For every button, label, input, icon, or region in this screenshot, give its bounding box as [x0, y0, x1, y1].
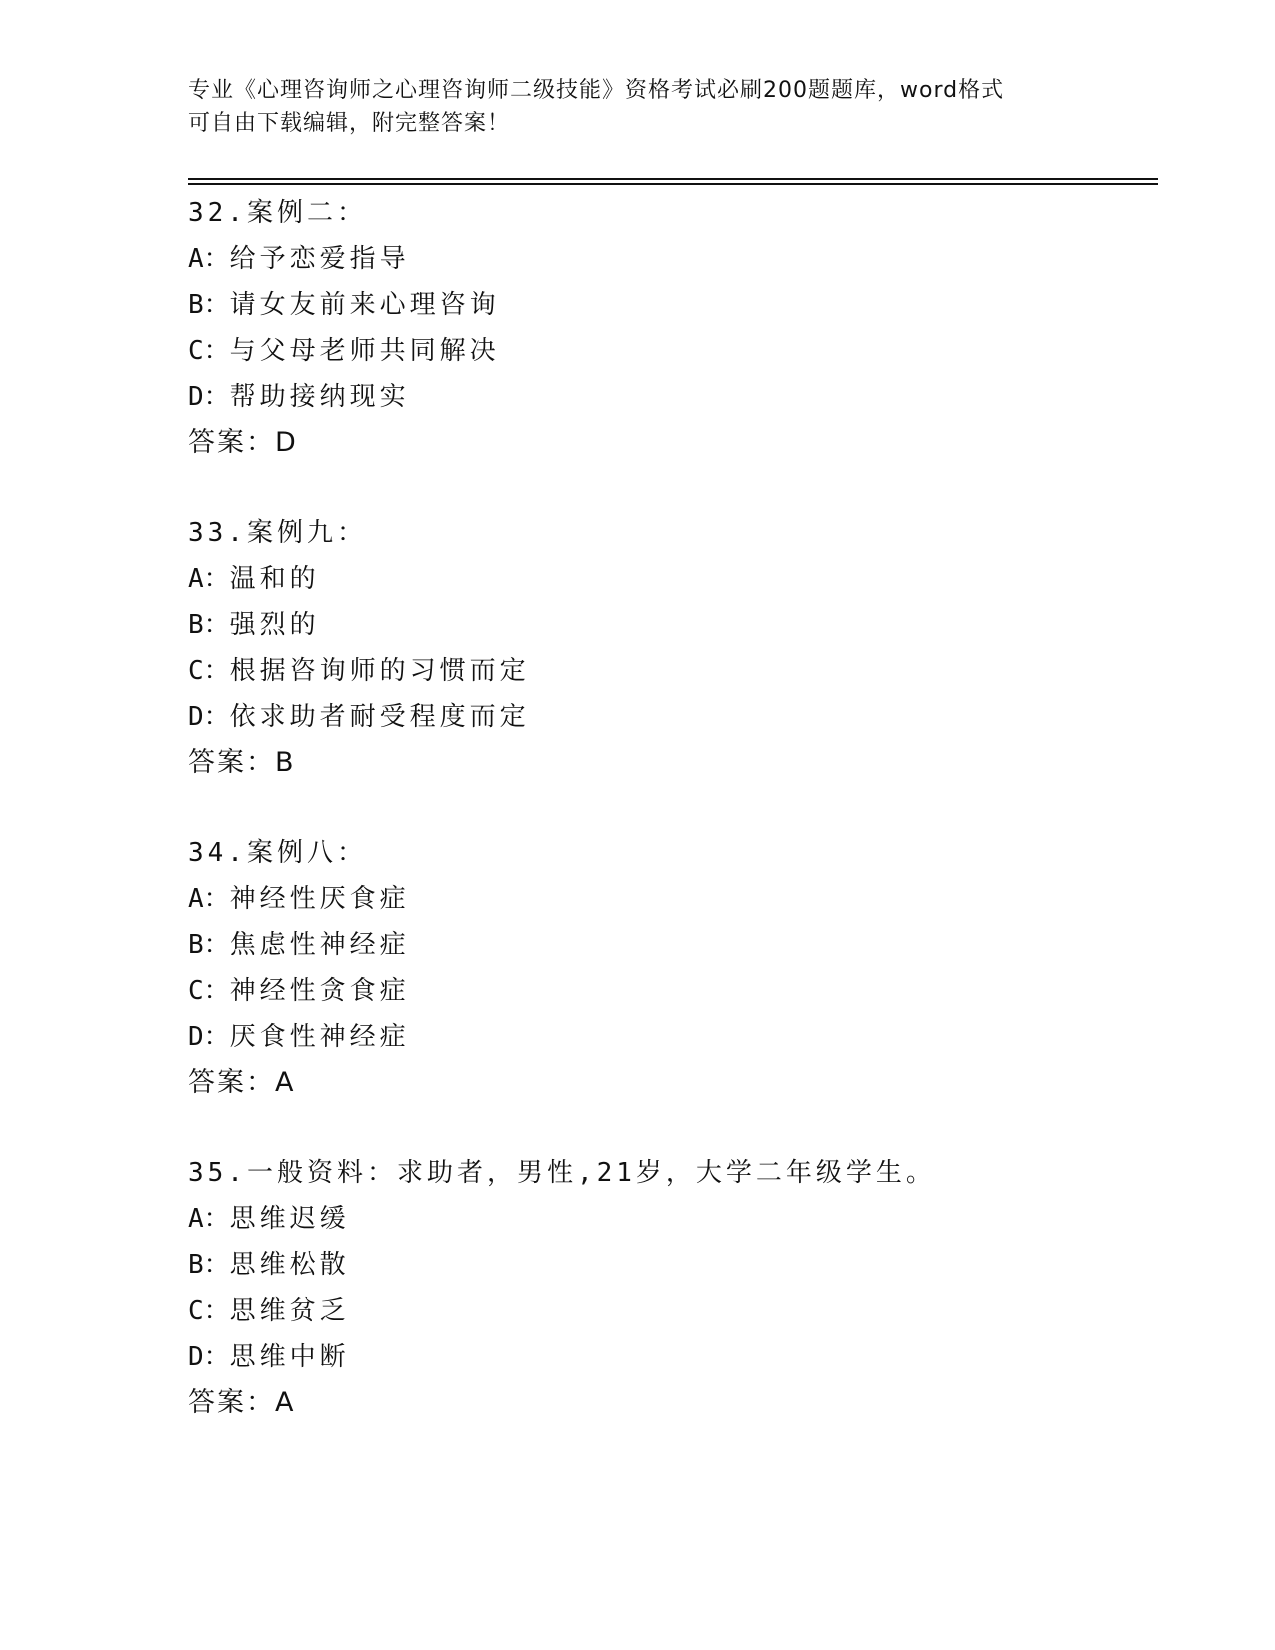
option-letter: B： [188, 290, 230, 320]
document-header [188, 74, 1088, 140]
question-34 [188, 830, 1148, 1150]
question-33 [188, 510, 1148, 830]
option-a [188, 236, 1148, 282]
question-stem: 35.一般资料：求助者，男性,21岁，大学二年级学生。 [188, 1158, 936, 1188]
header-line-1: 专业《心理咨询师之心理咨询师二级技能》资格考试必刷200题题库，word格式 [188, 78, 1005, 103]
header-line-2: 可自由下载编辑，附完整答案！ [188, 111, 511, 136]
option-d [188, 1334, 1148, 1380]
question-list [188, 190, 1148, 1470]
question-stem: 33.案例九： [188, 518, 367, 548]
answer-line: 答案：D [188, 427, 298, 458]
option-d [188, 1014, 1148, 1060]
option-text: 给予恋爱指导 [229, 244, 410, 274]
header-divider-top [188, 178, 1158, 180]
option-text: 强烈的 [229, 610, 320, 640]
option-letter: D： [188, 1022, 230, 1052]
option-letter: A： [188, 564, 230, 594]
option-b [188, 1242, 1148, 1288]
option-c [188, 1288, 1148, 1334]
option-text: 神经性贪食症 [229, 976, 410, 1006]
option-letter: B： [188, 610, 230, 640]
option-b [188, 922, 1148, 968]
option-a [188, 876, 1148, 922]
option-text: 温和的 [229, 564, 320, 594]
option-text: 思维迟缓 [229, 1204, 350, 1234]
option-letter: C： [188, 1296, 230, 1326]
option-text: 依求助者耐受程度而定 [229, 702, 530, 732]
question-35 [188, 1150, 1148, 1470]
question-32 [188, 190, 1148, 510]
header-divider-bottom [188, 183, 1158, 185]
option-text: 与父母老师共同解决 [229, 336, 500, 366]
option-text: 厌食性神经症 [229, 1022, 410, 1052]
option-d [188, 374, 1148, 420]
option-a [188, 1196, 1148, 1242]
option-letter: B： [188, 1250, 230, 1280]
option-letter: D： [188, 702, 230, 732]
option-c [188, 648, 1148, 694]
option-text: 请女友前来心理咨询 [229, 290, 500, 320]
option-letter: D： [188, 382, 230, 412]
answer-line: 答案：A [188, 1387, 296, 1418]
option-text: 焦虑性神经症 [229, 930, 410, 960]
option-letter: C： [188, 656, 230, 686]
option-letter: C： [188, 976, 230, 1006]
question-stem: 32.案例二： [188, 198, 367, 228]
option-letter: A： [188, 244, 230, 274]
option-text: 思维中断 [229, 1342, 350, 1372]
option-letter: A： [188, 1204, 230, 1234]
option-text: 思维贫乏 [229, 1296, 350, 1326]
option-c [188, 328, 1148, 374]
option-c [188, 968, 1148, 1014]
option-a [188, 556, 1148, 602]
option-b [188, 282, 1148, 328]
option-letter: C： [188, 336, 230, 366]
option-text: 思维松散 [229, 1250, 350, 1280]
question-stem: 34.案例八： [188, 838, 367, 868]
option-d [188, 694, 1148, 740]
answer-line: 答案：B [188, 747, 296, 778]
answer-line: 答案：A [188, 1067, 296, 1098]
option-text: 根据咨询师的习惯而定 [229, 656, 530, 686]
option-letter: B： [188, 930, 230, 960]
option-text: 神经性厌食症 [229, 884, 410, 914]
option-letter: A： [188, 884, 230, 914]
option-b [188, 602, 1148, 648]
option-text: 帮助接纳现实 [229, 382, 410, 412]
option-letter: D： [188, 1342, 230, 1372]
